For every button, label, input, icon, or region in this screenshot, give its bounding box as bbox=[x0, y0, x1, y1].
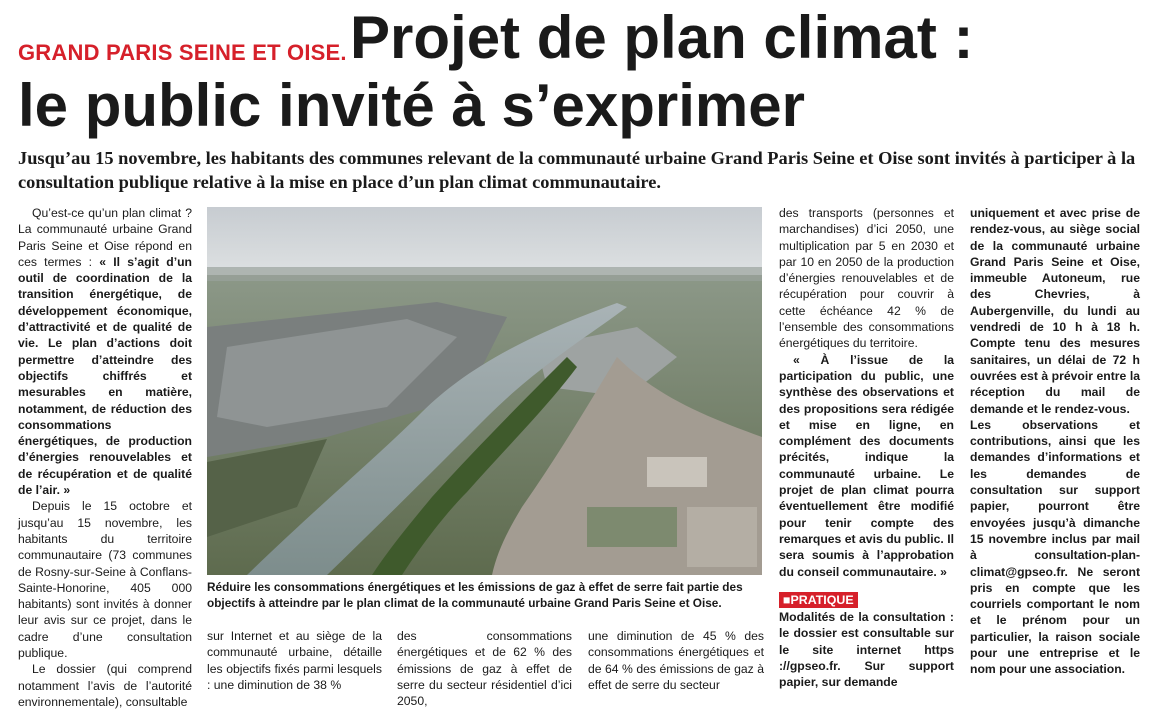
paragraph: Les observations et contributions, ainsi que les demandes d’informations et les demandes de consultation sur support papier, pourront être envoyées jusqu’à dimanche 15 novembre inclus par mail à consultation-plan-climat@gpseo.fr. Ne seront pris en compte que les courriels comportant le nom et le prénom pour un particulier, la raison sociale pour une entreprise et le nom pour une association. bbox=[970, 417, 1140, 677]
paragraph: Le dossier (qui comprend notamment l’avis de l’autorité environnementale), consultable bbox=[18, 662, 192, 709]
intro-text: Qu’est-ce qu’un plan climat ? La communauté urbaine Grand Paris Seine et Oise répond en ces termes : bbox=[18, 206, 192, 269]
paragraph: Depuis le 15 octobre et jusqu’au 15 novembre, les habitants du territoire communautaire (73 communes de Rosny-sur-Seine à Conflans-Sainte-Honorine, 405 000 habitants) sont invités à donner leur avis sur ce projet, dans le cadre d’une consultation publique. bbox=[18, 499, 192, 661]
article-column-2 bbox=[207, 628, 382, 693]
headline-line-1: Projet de plan climat : bbox=[350, 4, 974, 71]
paragraph: sur Internet et au siège de la communauté urbaine, détaille les objectifs fixés parmi lesquels : une diminution de 38 % bbox=[207, 629, 382, 692]
pratique-box bbox=[779, 592, 954, 690]
paragraph: une diminution de 45 % des consommations énergétiques et de 64 % des émissions de gaz à effet de serre du secteur bbox=[588, 629, 764, 692]
article-column-5 bbox=[779, 205, 954, 580]
kicker: GRAND PARIS SEINE ET OISE. bbox=[18, 40, 347, 65]
paragraph: des transports (personnes et marchandises) d’ici 2050, une multiplication par 5 en 2030 et par 10 en 2050 de la production d’énergies renouvelables et de récupération pour couvrir à cette échéance 42 % de l’ensemble des consommations énergétiques du territoire. bbox=[779, 206, 954, 351]
article-column-1 bbox=[18, 205, 192, 710]
chapo: Jusqu’au 15 novembre, les habitants des communes relevant de la communauté urbaine Grand Paris Seine et Oise sont invités à participer à la consultation publique relative à la mise en place d’un plan climat communautaire. bbox=[18, 148, 1136, 192]
headline-line-2: le public invité à s’exprimer bbox=[18, 72, 805, 139]
aerial-photo bbox=[207, 207, 762, 575]
paragraph bbox=[18, 205, 192, 498]
article-column-3 bbox=[397, 628, 572, 709]
article-column-4 bbox=[588, 628, 764, 693]
article-column-6 bbox=[970, 205, 1140, 678]
paragraph: « À l’issue de la participation du public, une synthèse des observations et des propositions sera rédigée et mise en ligne, en complément des documents précités, indique la communauté urbaine. Le projet de plan climat pourra éventuellement être modifié pour tenir compte des remarques et avis du public. Il sera soumis à l’approbation du conseil communautaire. » bbox=[779, 352, 954, 579]
pratique-label-text: PRATIQUE bbox=[790, 593, 854, 607]
quote-text: « Il s’agit d’un outil de coordination de la transition énergétique, de développement économique, d’attractivité et de qualité de vie. Le plan d’actions doit permettre d’atteindre des objectifs chiffrés et mesurables en matière, notamment, de réduction des consommations énergétiques, de production d’énergies renouvelables et de récupération et de qualité de l’air. » bbox=[18, 254, 192, 498]
paragraph: des consommations énergétiques et de 62 % des émissions de gaz à effet de serre du secteur résidentiel d’ici 2050, bbox=[397, 629, 572, 709]
pratique-label: ■PRATIQUE bbox=[779, 592, 858, 608]
photo-caption: Réduire les consommations énergétiques et les émissions de gaz à effet de serre fait partie des objectifs à atteindre par le plan climat de la communauté urbaine Grand Paris Seine et Oise. bbox=[207, 580, 743, 610]
paragraph: uniquement et avec prise de rendez-vous, au siège social de la communauté urbaine Grand Paris Seine et Oise, immeuble Autoneum, rue des Chevries, à Aubergenville, du lundi au vendredi de 10 h à 18 h. Compte tenu des mesures sanitaires, un délai de 72 h ouvrées est à prévoir entre la réception du mail de demande et le rendez-vous. bbox=[970, 206, 1140, 416]
pratique-text: Modalités de la consultation : le dossier est consultable sur le site internet https ://gpseo.fr. Sur support papier, sur demande bbox=[779, 610, 954, 690]
